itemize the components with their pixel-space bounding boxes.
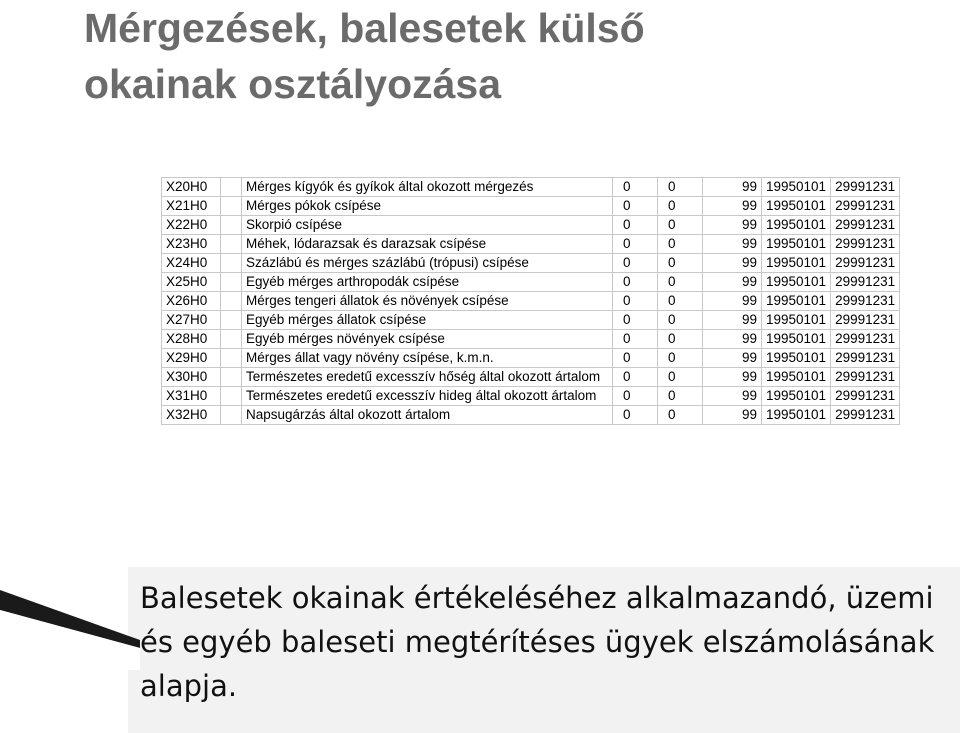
end-date-cell: 29991231 [831,235,900,254]
description-cell: Természetes eredetű excesszív hőség által okozott ártalom [242,368,613,387]
table-row [162,406,900,425]
end-date-cell: 29991231 [831,330,900,349]
description-cell: Skorpió csípése [242,216,613,235]
start-date-cell: 19950101 [762,387,831,406]
value-cell: 0 [613,178,658,197]
footer-decoration [0,590,140,670]
description-cell: Mérges állat vagy növény csípése, k.m.n. [242,349,613,368]
value-cell: 0 [613,254,658,273]
table-row [162,235,900,254]
table-row [162,254,900,273]
code-cell: X26H0 [162,292,221,311]
code-cell: X29H0 [162,349,221,368]
value-cell: 99 [703,235,762,254]
table-row [162,368,900,387]
end-date-cell: 29991231 [831,387,900,406]
gap-cell [221,387,242,406]
value-cell: 0 [658,330,703,349]
description-cell: Egyéb mérges arthropodák csípése [242,273,613,292]
icd-code-table [161,177,900,425]
value-cell: 0 [613,273,658,292]
end-date-cell: 29991231 [831,254,900,273]
start-date-cell: 19950101 [762,292,831,311]
table-row [162,330,900,349]
end-date-cell: 29991231 [831,178,900,197]
start-date-cell: 19950101 [762,368,831,387]
code-cell: X21H0 [162,197,221,216]
value-cell: 0 [658,311,703,330]
code-cell: X32H0 [162,406,221,425]
code-cell: X22H0 [162,216,221,235]
code-cell: X30H0 [162,368,221,387]
title-line-1: Mérgezések, balesetek külső [84,5,645,51]
code-cell: X20H0 [162,178,221,197]
code-cell: X25H0 [162,273,221,292]
value-cell: 0 [658,273,703,292]
gap-cell [221,178,242,197]
table-row [162,178,900,197]
start-date-cell: 19950101 [762,197,831,216]
description-cell: Százlábú és mérges százlábú (trópusi) csípése [242,254,613,273]
value-cell: 99 [703,292,762,311]
value-cell: 0 [658,178,703,197]
description-cell: Természetes eredetű excesszív hideg által okozott ártalom [242,387,613,406]
gap-cell [221,406,242,425]
description-cell: Méhek, lódarazsak és darazsak csípése [242,235,613,254]
start-date-cell: 19950101 [762,349,831,368]
value-cell: 0 [613,330,658,349]
start-date-cell: 19950101 [762,273,831,292]
value-cell: 0 [658,368,703,387]
code-cell: X23H0 [162,235,221,254]
start-date-cell: 19950101 [762,311,831,330]
value-cell: 99 [703,311,762,330]
value-cell: 0 [658,292,703,311]
table-row [162,311,900,330]
value-cell: 99 [703,273,762,292]
value-cell: 99 [703,216,762,235]
start-date-cell: 19950101 [762,216,831,235]
value-cell: 99 [703,254,762,273]
value-cell: 0 [658,387,703,406]
footer-text: Balesetek okainak értékeléséhez alkalmazandó, üzemi és egyéb baleseti megtérítéses ügyek elszámolásának alapja. [140,581,935,703]
end-date-cell: 29991231 [831,216,900,235]
description-cell: Egyéb mérges állatok csípése [242,311,613,330]
code-cell: X28H0 [162,330,221,349]
description-cell: Egyéb mérges növények csípése [242,330,613,349]
gap-cell [221,197,242,216]
table-row [162,387,900,406]
end-date-cell: 29991231 [831,292,900,311]
end-date-cell: 29991231 [831,349,900,368]
gap-cell [221,330,242,349]
gap-cell [221,311,242,330]
end-date-cell: 29991231 [831,273,900,292]
value-cell: 0 [613,406,658,425]
gap-cell [221,368,242,387]
start-date-cell: 19950101 [762,254,831,273]
value-cell: 0 [613,349,658,368]
value-cell: 99 [703,330,762,349]
value-cell: 0 [658,235,703,254]
gap-cell [221,349,242,368]
start-date-cell: 19950101 [762,235,831,254]
value-cell: 0 [658,216,703,235]
start-date-cell: 19950101 [762,330,831,349]
gap-cell [221,216,242,235]
description-cell: Mérges kígyók és gyíkok által okozott mérgezés [242,178,613,197]
table-row [162,292,900,311]
value-cell: 99 [703,387,762,406]
value-cell: 99 [703,197,762,216]
value-cell: 99 [703,368,762,387]
value-cell: 0 [658,197,703,216]
value-cell: 99 [703,349,762,368]
table-row [162,349,900,368]
description-cell: Mérges pókok csípése [242,197,613,216]
code-cell: X27H0 [162,311,221,330]
code-cell: X24H0 [162,254,221,273]
start-date-cell: 19950101 [762,178,831,197]
value-cell: 0 [658,406,703,425]
gap-cell [221,235,242,254]
end-date-cell: 29991231 [831,406,900,425]
value-cell: 99 [703,178,762,197]
table-row [162,273,900,292]
value-cell: 0 [658,349,703,368]
value-cell: 0 [658,254,703,273]
value-cell: 0 [613,368,658,387]
start-date-cell: 19950101 [762,406,831,425]
description-cell: Mérges tengeri állatok és növények csípése [242,292,613,311]
value-cell: 0 [613,197,658,216]
value-cell: 0 [613,292,658,311]
description-cell: Napsugárzás által okozott ártalom [242,406,613,425]
end-date-cell: 29991231 [831,368,900,387]
end-date-cell: 29991231 [831,311,900,330]
value-cell: 0 [613,311,658,330]
table-row [162,197,900,216]
end-date-cell: 29991231 [831,197,900,216]
code-cell: X31H0 [162,387,221,406]
value-cell: 0 [613,387,658,406]
value-cell: 99 [703,406,762,425]
value-cell: 0 [613,235,658,254]
title-line-2: okainak osztályozása [84,61,502,107]
gap-cell [221,254,242,273]
value-cell: 0 [613,216,658,235]
gap-cell [221,292,242,311]
page-title [84,0,944,112]
gap-cell [221,273,242,292]
table-row [162,216,900,235]
